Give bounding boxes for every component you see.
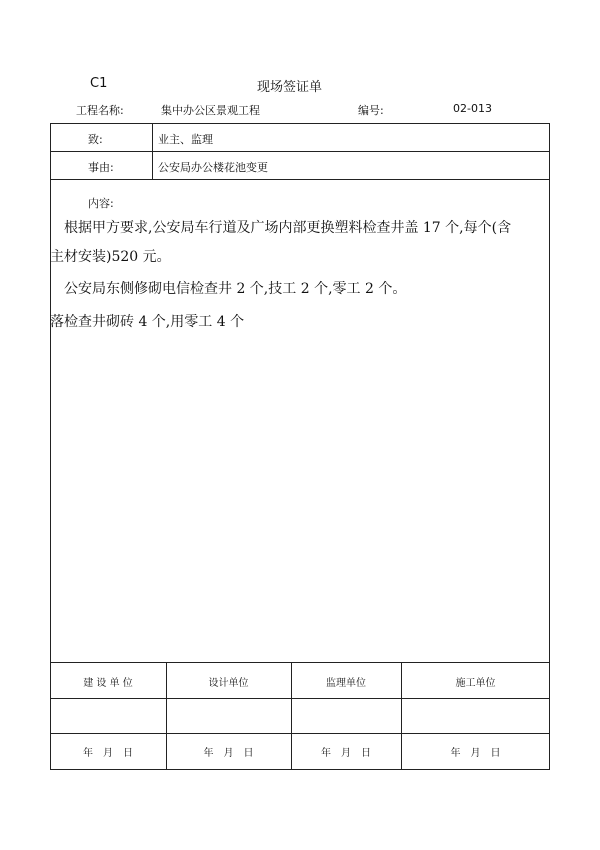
content-line-4: 落检查井砌砖 4 个,用零工 4 个 — [50, 314, 245, 330]
signature-header-divider — [50, 698, 550, 699]
signature-date-owner: 年 月 日 — [83, 748, 133, 759]
page-title: 现场签证单 — [257, 80, 323, 95]
project-label: 工程名称: — [76, 104, 124, 117]
signature-header-supervisor: 监理单位 — [326, 678, 366, 689]
signature-header-contractor: 施工单位 — [455, 678, 496, 689]
info-bottom-divider — [50, 179, 550, 180]
number-label: 编号: — [358, 104, 384, 117]
signature-date-supervisor: 年 月 日 — [321, 748, 371, 759]
number-value: 02-013 — [453, 102, 492, 115]
signature-top-divider — [50, 662, 550, 663]
signature-date-contractor: 年 月 日 — [450, 748, 501, 759]
signature-row-divider — [50, 733, 550, 734]
project-name: 集中办公区景观工程 — [161, 104, 260, 117]
signature-date-design: 年 月 日 — [203, 748, 254, 759]
to-label: 致: — [88, 133, 103, 146]
signature-header-owner: 建 设 单 位 — [83, 678, 133, 689]
signature-header-design: 设计单位 — [208, 678, 249, 689]
subject-value: 公安局办公楼花池变更 — [158, 161, 268, 174]
content-label: 内容: — [88, 197, 114, 210]
to-value: 业主、监理 — [158, 133, 213, 146]
subject-label: 事由: — [88, 161, 114, 174]
content-line-2: 主材安装)520 元。 — [50, 249, 171, 265]
info-row-divider — [50, 151, 550, 152]
form-code: C1 — [90, 76, 108, 91]
content-line-3: 公安局东侧修砌电信检查井 2 个,技工 2 个,零工 2 个。 — [64, 281, 407, 297]
content-line-1: 根据甲方要求,公安局车行道及广场内部更换塑料检查井盖 17 个,每个(含 — [64, 220, 512, 236]
